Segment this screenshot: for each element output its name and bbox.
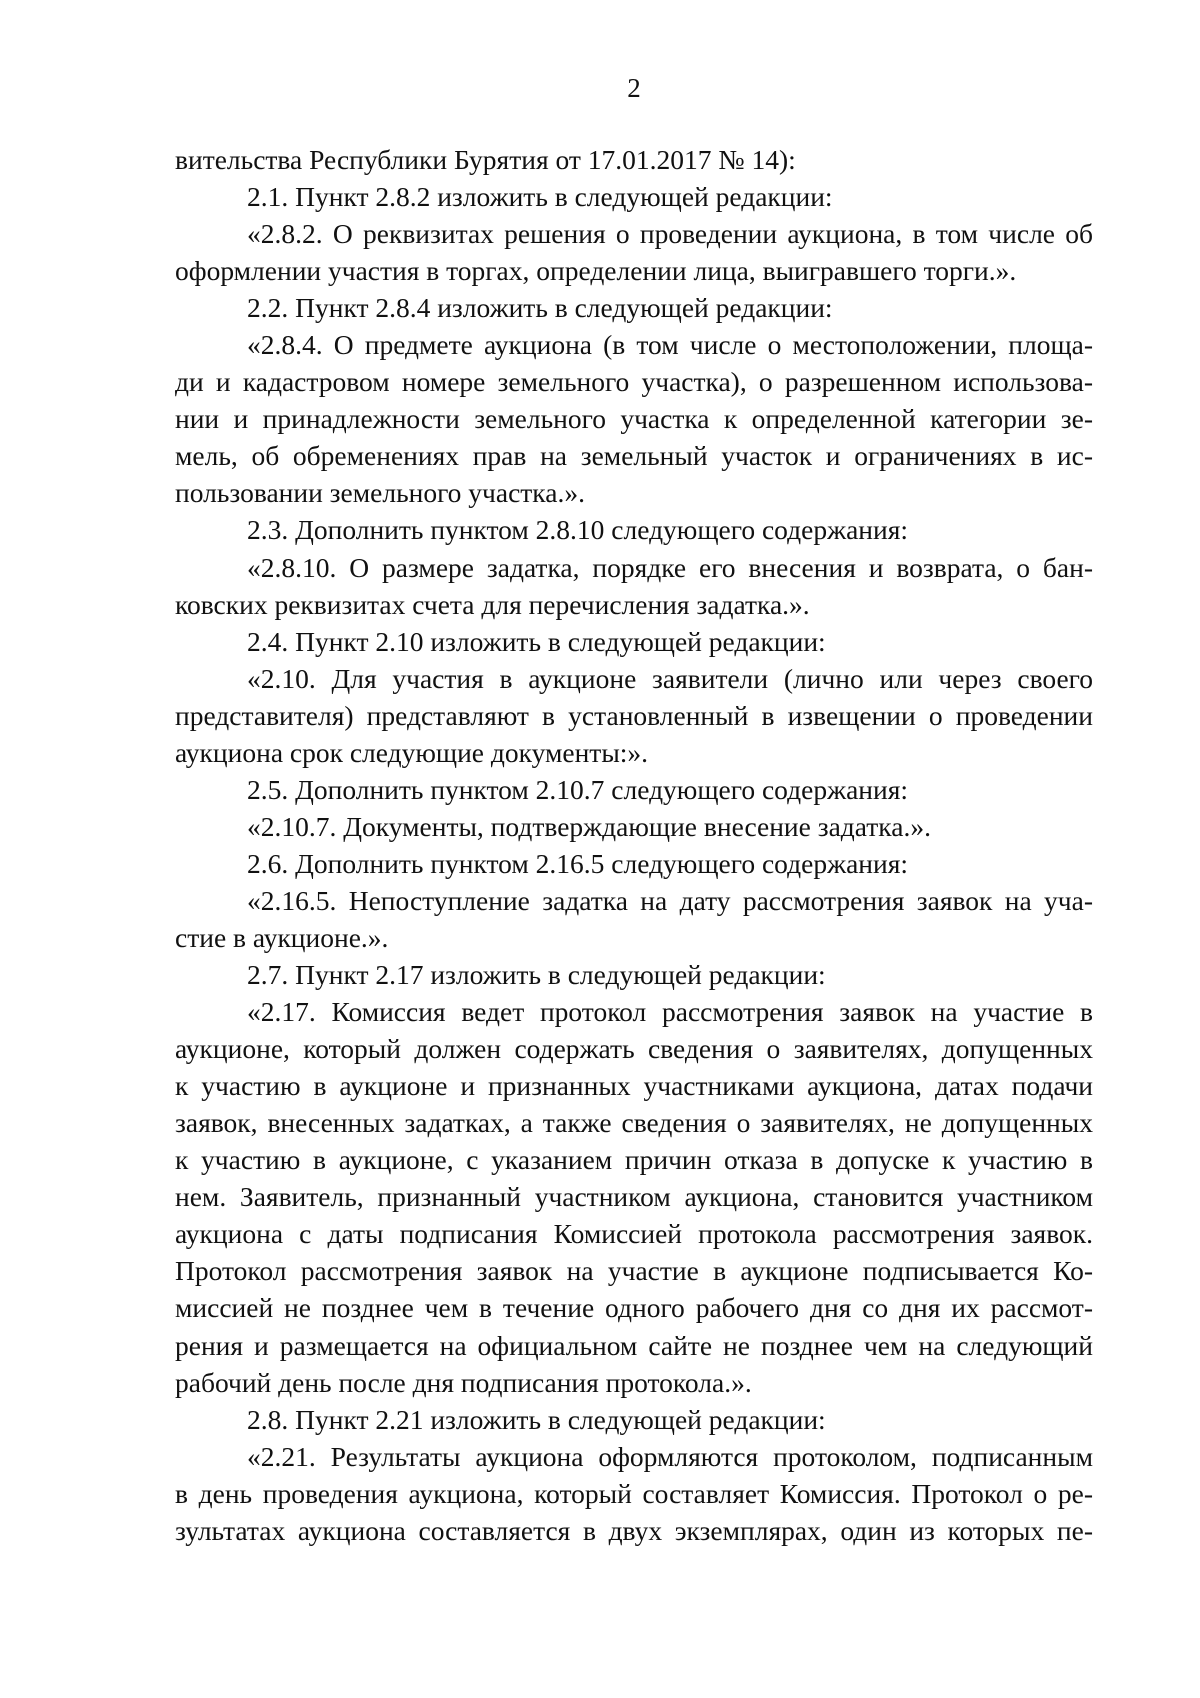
text-line: «2.8.4. О предмете аукциона (в том числе о местоположении, площа- — [247, 329, 1093, 361]
text-line: к участию в аукционе и признанных участниками аукциона, датах подачи — [175, 1070, 1093, 1102]
text-line: пользовании земельного участка.». — [175, 477, 585, 509]
text-line: «2.8.2. О реквизитах решения о проведении аукциона, в том числе об — [247, 218, 1093, 250]
text-line: 2.3. Дополнить пунктом 2.8.10 следующего содержания: — [247, 514, 908, 546]
text-line: 2.8. Пункт 2.21 изложить в следующей редакции: — [247, 1403, 826, 1435]
text-line: «2.10.7. Документы, подтверждающие внесение задатка.». — [247, 810, 931, 842]
text-line: Протокол рассмотрения заявок на участие в аукционе подписывается Ко- — [175, 1255, 1093, 1287]
text-line: рения и размещается на официальном сайте не позднее чем на следующий — [175, 1329, 1093, 1361]
document-body — [175, 141, 1093, 1549]
text-line: рабочий день после дня подписания протокола.». — [175, 1366, 752, 1398]
text-line: стие в аукционе.». — [175, 921, 389, 953]
text-line: в день проведения аукциона, который составляет Комиссия. Протокол о ре- — [175, 1477, 1093, 1509]
text-line: 2.5. Дополнить пунктом 2.10.7 следующего содержания: — [247, 773, 908, 805]
text-line: зультатах аукциона составляется в двух экземплярах, один из которых пе- — [175, 1514, 1093, 1546]
text-line: представителя) представляют в установленный в извещении о проведении — [175, 699, 1093, 731]
text-line: нии и принадлежности земельного участка к определенной категории зе- — [175, 403, 1093, 435]
text-line: «2.8.10. О размере задатка, порядке его внесения и возврата, о бан- — [247, 551, 1093, 583]
text-line: 2.6. Дополнить пунктом 2.16.5 следующего содержания: — [247, 847, 908, 879]
text-line: оформлении участия в торгах, определении лица, выигравшего торги.». — [175, 255, 1017, 287]
page-number: 2 — [627, 73, 641, 103]
text-line: аукциона срок следующие документы:». — [175, 736, 649, 768]
text-line: заявок, внесенных задатках, а также сведения о заявителях, не допущенных — [175, 1107, 1093, 1139]
text-line: 2.4. Пункт 2.10 изложить в следующей редакции: — [247, 625, 826, 657]
text-line: ди и кадастровом номере земельного участка), о разрешенном использова- — [175, 366, 1093, 398]
text-line: «2.10. Для участия в аукционе заявители (лично или через своего — [247, 662, 1093, 694]
text-line: «2.21. Результаты аукциона оформляются протоколом, подписанным — [247, 1440, 1093, 1472]
text-line: 2.7. Пункт 2.17 изложить в следующей редакции: — [247, 959, 826, 991]
text-line: 2.1. Пункт 2.8.2 изложить в следующей редакции: — [247, 181, 833, 213]
text-line: ковских реквизитах счета для перечисления задатка.». — [175, 588, 810, 620]
text-line: мель, об обременениях прав на земельный участок и ограничениях в ис- — [175, 440, 1093, 472]
text-line: нем. Заявитель, признанный участником аукциона, становится участником — [175, 1181, 1093, 1213]
text-line: аукциона с даты подписания Комиссией протокола рассмотрения заявок. — [175, 1218, 1093, 1250]
text-line: аукционе, который должен содержать сведения о заявителях, допущенных — [175, 1033, 1093, 1065]
text-line: к участию в аукционе, с указанием причин отказа в допуске к участию в — [175, 1144, 1093, 1176]
text-line: миссией не позднее чем в течение одного рабочего дня со дня их рассмот- — [175, 1292, 1093, 1324]
text-line: вительства Республики Бурятия от 17.01.2017 № 14): — [175, 144, 796, 175]
text-line: «2.16.5. Непоступление задатка на дату рассмотрения заявок на уча- — [247, 884, 1093, 916]
text-line: 2.2. Пункт 2.8.4 изложить в следующей редакции: — [247, 292, 833, 324]
text-line: «2.17. Комиссия ведет протокол рассмотрения заявок на участие в — [247, 996, 1093, 1028]
